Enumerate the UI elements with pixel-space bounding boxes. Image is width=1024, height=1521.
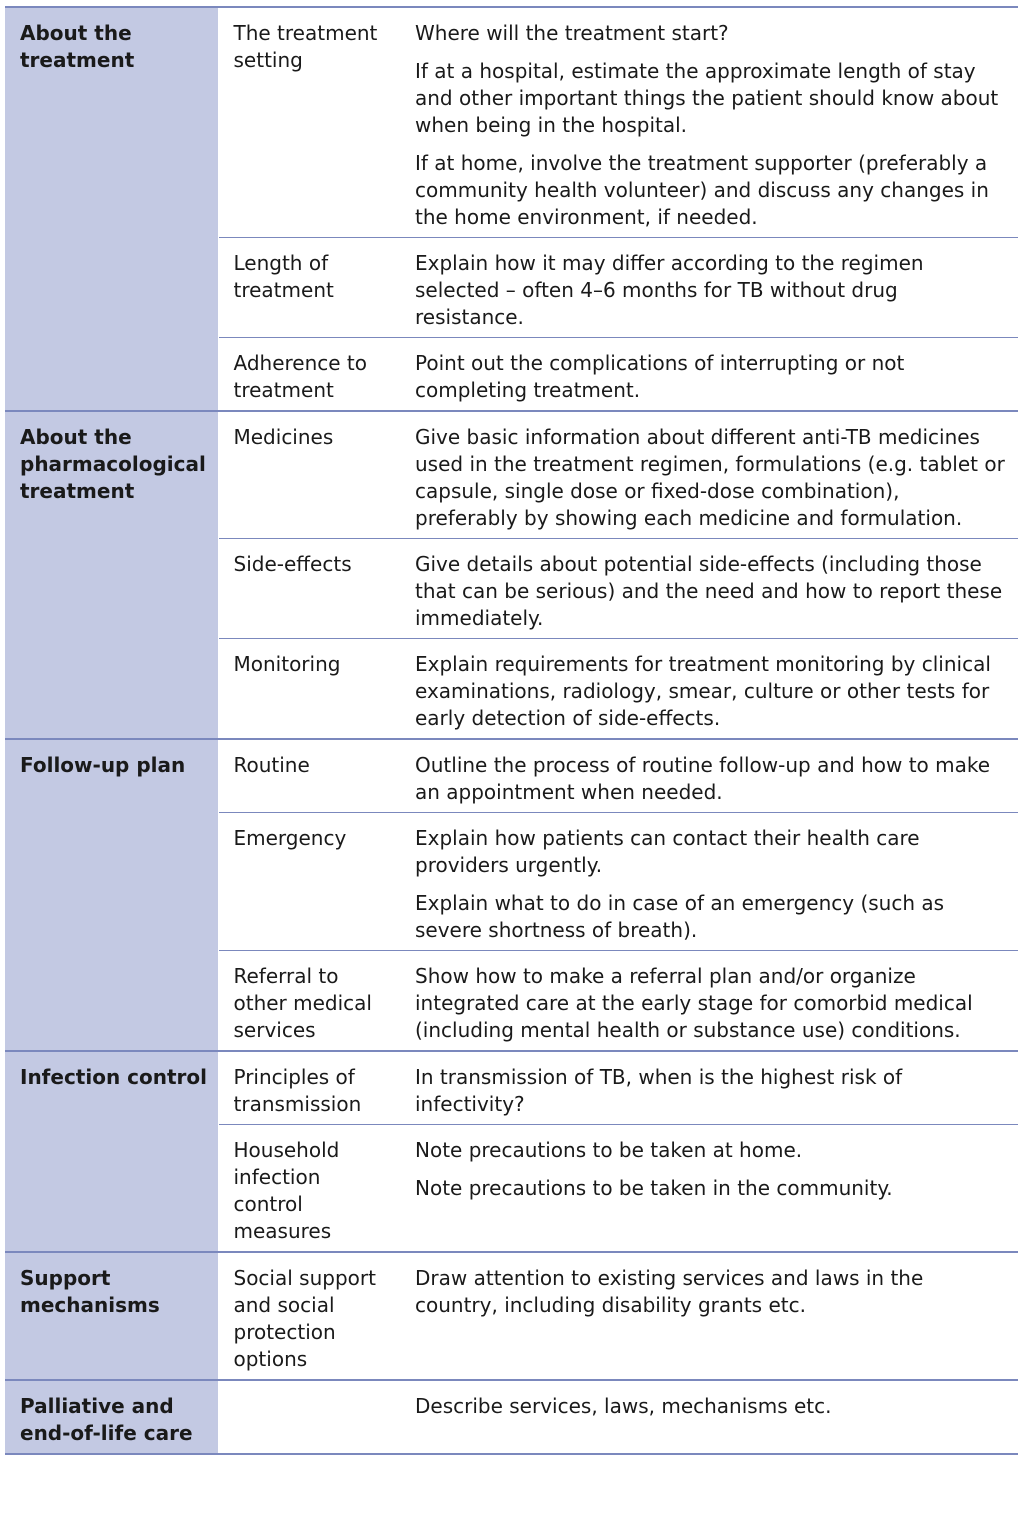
table-row (5, 739, 1018, 813)
description-cell (399, 411, 1018, 539)
description-cell (399, 1051, 1018, 1125)
topic-cell: Monitoring (218, 639, 399, 740)
description-paragraph: If at a hospital, estimate the approximate length of stay and other important things the patient should know about when being in the hospital. (415, 59, 999, 137)
table-row (5, 1051, 1018, 1125)
category-cell: Support mechanisms (5, 1252, 218, 1380)
description-cell (399, 813, 1018, 951)
description-cell (399, 1252, 1018, 1380)
description-paragraph: Note precautions to be taken at home. (415, 1138, 803, 1162)
topic-cell: Social support and social protection options (218, 1252, 399, 1380)
description-paragraph: Explain requirements for treatment monitoring by clinical examinations, radiology, smear, culture or other tests for early detection of side-effects. (415, 652, 991, 730)
category-cell: About the pharmacological treatment (5, 411, 218, 739)
topic-cell: Routine (218, 739, 399, 813)
topic-cell: Principles of transmission (218, 1051, 399, 1125)
description-paragraph: If at home, involve the treatment supporter (preferably a community health volunteer) and discuss any changes in the home environment, if needed. (415, 151, 989, 229)
table-row (5, 7, 1018, 238)
description-paragraph: Describe services, laws, mechanisms etc. (415, 1394, 832, 1418)
category-cell: Palliative and end-of-life care (5, 1380, 218, 1454)
description-cell (399, 951, 1018, 1052)
category-cell: Infection control (5, 1051, 218, 1252)
category-cell: About the treatment (5, 7, 218, 411)
description-paragraph: Note precautions to be taken in the community. (415, 1176, 893, 1200)
description-paragraph: Explain what to do in case of an emergency (such as severe shortness of breath). (415, 891, 945, 942)
topic-cell: Adherence to treatment (218, 338, 399, 412)
description-paragraph: Draw attention to existing services and laws in the country, including disability grants etc. (415, 1266, 924, 1317)
description-cell (399, 338, 1018, 412)
description-cell (399, 539, 1018, 639)
topic-cell: Length of treatment (218, 238, 399, 338)
description-paragraph: Show how to make a referral plan and/or organize integrated care at the early stage for comorbid medical (including mental health or substance use) conditions. (415, 964, 973, 1042)
table-row (5, 411, 1018, 539)
topic-cell: Emergency (218, 813, 399, 951)
description-paragraph: In transmission of TB, when is the highest risk of infectivity? (415, 1065, 903, 1116)
topic-cell: The treatment setting (218, 7, 399, 238)
description-cell (399, 639, 1018, 740)
description-cell (399, 1380, 1018, 1454)
description-cell (399, 7, 1018, 238)
category-cell: Follow-up plan (5, 739, 218, 1051)
description-paragraph: Where will the treatment start? (415, 21, 729, 45)
topic-cell (218, 1380, 399, 1454)
description-paragraph: Outline the process of routine follow-up and how to make an appointment when needed. (415, 753, 991, 804)
description-cell (399, 238, 1018, 338)
topic-cell: Medicines (218, 411, 399, 539)
description-paragraph: Explain how it may differ according to the regimen selected – often 4–6 months for TB without drug resistance. (415, 251, 924, 329)
description-cell (399, 739, 1018, 813)
table-row (5, 1380, 1018, 1454)
description-paragraph: Give details about potential side-effects (including those that can be serious) and the need and how to report these immediately. (415, 552, 1003, 630)
description-paragraph: Give basic information about different anti-TB medicines used in the treatment regimen, formulations (e.g. tablet or capsule, single dose or fixed-dose combination), preferably by showing each medicine and formulation. (415, 425, 1005, 530)
description-paragraph: Point out the complications of interrupting or not completing treatment. (415, 351, 905, 402)
topic-cell: Household infection control measures (218, 1125, 399, 1253)
table-row (5, 1252, 1018, 1380)
treatment-information-table (5, 6, 1018, 1455)
topic-cell: Referral to other medical services (218, 951, 399, 1052)
description-cell (399, 1125, 1018, 1253)
description-paragraph: Explain how patients can contact their health care providers urgently. (415, 826, 920, 877)
topic-cell: Side-effects (218, 539, 399, 639)
